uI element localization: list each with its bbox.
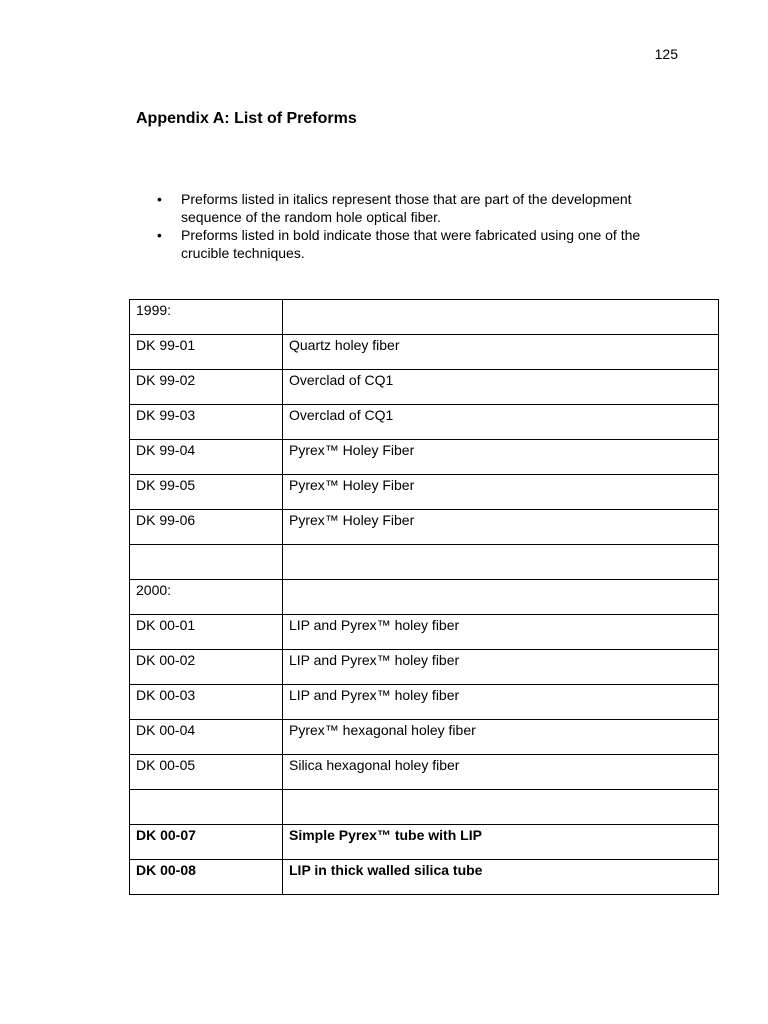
preform-id-cell: DK 00-05 [130,755,283,790]
preform-description-cell: LIP and Pyrex™ holey fiber [283,685,719,720]
note-text: Preforms listed in bold indicate those that were fabricated using one of the crucible techniques. [181,227,641,261]
preform-description-cell: LIP and Pyrex™ holey fiber [283,650,719,685]
preform-id-cell: DK 00-07 [130,825,283,860]
table-row [130,405,719,440]
preform-id-cell: DK 99-06 [130,510,283,545]
table-row [130,650,719,685]
preform-description-cell [283,790,719,825]
note-text: Preforms listed in italics represent those that are part of the development sequence of the random hole optical fiber. [181,191,632,225]
preform-description-cell: Pyrex™ hexagonal holey fiber [283,720,719,755]
preform-description-cell [283,545,719,580]
preform-id-cell: DK 99-03 [130,405,283,440]
preform-description-cell: Quartz holey fiber [283,335,719,370]
table-row [130,790,719,825]
preform-id-cell: DK 00-04 [130,720,283,755]
preform-id-cell: DK 99-05 [130,475,283,510]
note-item [136,190,678,226]
preform-description-cell: Pyrex™ Holey Fiber [283,510,719,545]
preform-description-cell [283,580,719,615]
preform-id-cell: DK 00-02 [130,650,283,685]
notes-list [136,190,678,262]
preform-description-cell: LIP and Pyrex™ holey fiber [283,615,719,650]
table-row [130,300,719,335]
preform-description-cell: Pyrex™ Holey Fiber [283,475,719,510]
preform-description-cell: Silica hexagonal holey fiber [283,755,719,790]
preform-id-cell [130,545,283,580]
preform-id-cell: DK 99-01 [130,335,283,370]
table-row [130,685,719,720]
bullet-icon: • [157,191,162,207]
bullet-icon: • [157,227,162,243]
preform-id-cell: DK 00-08 [130,860,283,895]
table-row [130,720,719,755]
table-row [130,370,719,405]
preform-id-cell: DK 99-02 [130,370,283,405]
preform-description-cell: Pyrex™ Holey Fiber [283,440,719,475]
table-row [130,755,719,790]
preform-id-cell [130,790,283,825]
preform-description-cell: LIP in thick walled silica tube [283,860,719,895]
page-title: Appendix A: List of Preforms [136,110,357,127]
table-row [130,475,719,510]
table-row [130,545,719,580]
table-row [130,510,719,545]
preform-id-cell: DK 00-01 [130,615,283,650]
preform-id-cell: DK 99-04 [130,440,283,475]
preform-id-cell: 1999: [130,300,283,335]
table-row [130,335,719,370]
table-row [130,440,719,475]
preforms-table [129,299,719,895]
note-item [136,226,678,262]
table-row [130,825,719,860]
preform-id-cell: DK 00-03 [130,685,283,720]
table-row [130,860,719,895]
table-row [130,580,719,615]
preform-description-cell: Overclad of CQ1 [283,405,719,440]
preform-id-cell: 2000: [130,580,283,615]
page-number: 125 [654,46,678,62]
preform-description-cell: Simple Pyrex™ tube with LIP [283,825,719,860]
table-row [130,615,719,650]
preform-description-cell [283,300,719,335]
preform-description-cell: Overclad of CQ1 [283,370,719,405]
